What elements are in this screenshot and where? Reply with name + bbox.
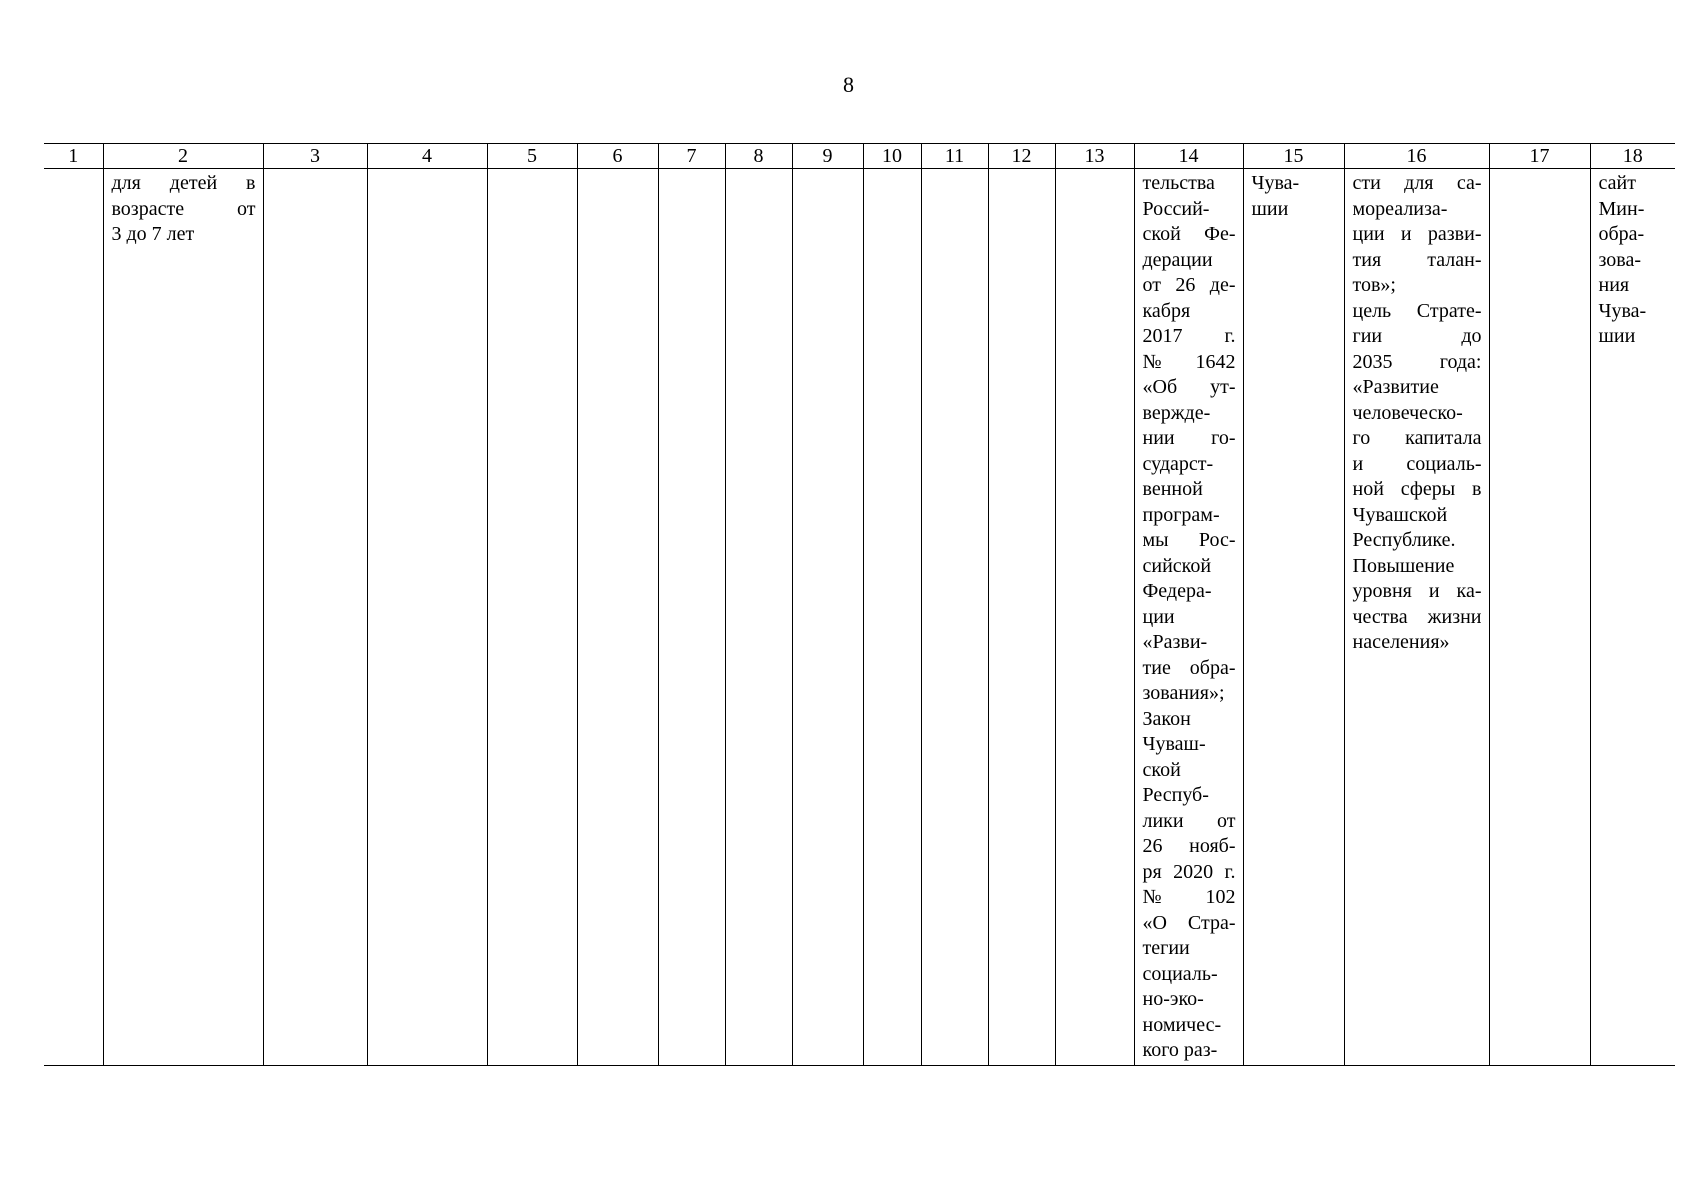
cell-line: Респуб- (1142, 784, 1209, 806)
cell-col-1 (44, 169, 103, 1066)
cell-line: ции и разви- (1352, 223, 1482, 245)
cell-col-3 (263, 169, 367, 1066)
cell-line: социаль- (1142, 962, 1218, 985)
cell-line: но-эко- (1142, 988, 1204, 1010)
cell-col-18 (1590, 169, 1675, 1066)
column-header-14: 14 (1134, 144, 1243, 169)
data-table (44, 143, 1675, 1066)
cell-line: номичес- (1142, 1013, 1222, 1036)
column-header-6: 6 (577, 144, 658, 169)
cell-line: зования»; (1142, 682, 1225, 704)
cell-line: Федера- (1142, 580, 1212, 602)
cell-line: Чува- (1598, 299, 1647, 322)
cell-line: Чувашской (1352, 503, 1448, 526)
header-row (44, 144, 1675, 169)
cell-col-15 (1243, 169, 1344, 1066)
cell-line: «Разви- (1142, 631, 1208, 653)
cell-line: Республике. (1352, 529, 1456, 551)
cell-line: програм- (1142, 503, 1220, 526)
cell-line: «Развитие (1352, 376, 1439, 398)
cell-col-6 (577, 169, 658, 1066)
cell-col-7 (658, 169, 725, 1066)
cell-line: Россий- (1142, 197, 1210, 220)
cell-line: человеческо- (1352, 401, 1463, 424)
cell-line: ции (1142, 605, 1175, 628)
column-header-1: 1 (44, 144, 103, 169)
cell-line: го капитала (1352, 427, 1482, 449)
cell-line: Закон (1142, 707, 1191, 730)
cell-line: мы Рос- (1142, 529, 1236, 551)
cell-line: сайт (1598, 172, 1636, 194)
column-header-10: 10 (863, 144, 921, 169)
cell-line: ря 2020 г. (1142, 860, 1236, 883)
cell-line: вержде- (1142, 401, 1211, 424)
cell-line: кабря (1142, 299, 1191, 322)
cell-line: тегии (1142, 937, 1190, 959)
cell-line: ской Фе- (1142, 223, 1236, 245)
column-header-2: 2 (103, 144, 263, 169)
cell-line: цель Страте- (1352, 299, 1482, 322)
cell-line: 2017 г. (1142, 325, 1236, 347)
cell-line: Чува- (1251, 172, 1300, 194)
cell-col-13 (1055, 169, 1134, 1066)
cell-line: нии го- (1142, 427, 1236, 449)
cell-line: «О Стра- (1142, 911, 1236, 934)
column-header-15: 15 (1243, 144, 1344, 169)
cell-line: № 102 (1142, 886, 1236, 908)
cell-line: лики от (1142, 809, 1236, 832)
cell-line: тов»; (1352, 274, 1396, 296)
cell-line: уровня и ка- (1352, 580, 1482, 602)
cell-col-16 (1344, 169, 1489, 1066)
cell-col-17 (1489, 169, 1590, 1066)
cell-col-14 (1134, 169, 1243, 1066)
cell-col-10 (863, 169, 921, 1066)
column-header-18: 18 (1590, 144, 1675, 169)
column-header-7: 7 (658, 144, 725, 169)
cell-col-9 (792, 169, 863, 1066)
cell-col-2 (103, 169, 263, 1066)
cell-line: Мин- (1598, 197, 1645, 220)
cell-line: дерации (1142, 248, 1213, 271)
cell-line: зова- (1598, 248, 1641, 271)
cell-line: чества жизни (1352, 605, 1482, 628)
cell-line: сийской (1142, 554, 1212, 577)
cell-line: гии до (1352, 325, 1482, 347)
cell-line: возрасте от (111, 197, 256, 220)
column-header-3: 3 (263, 144, 367, 169)
table-row (44, 169, 1675, 1066)
cell-col-11 (921, 169, 988, 1066)
cell-line: шии (1598, 325, 1636, 347)
column-header-16: 16 (1344, 144, 1489, 169)
cell-line: населения» (1352, 631, 1450, 653)
cell-line: № 1642 (1142, 350, 1236, 373)
cell-line: мореализа- (1352, 197, 1448, 220)
cell-col-12 (988, 169, 1055, 1066)
column-header-13: 13 (1055, 144, 1134, 169)
cell-line: тия талан- (1352, 248, 1482, 271)
cell-line: 2035 года: (1352, 350, 1482, 373)
cell-line: ния (1598, 274, 1630, 296)
cell-line: Повышение (1352, 554, 1455, 577)
cell-col-4 (367, 169, 487, 1066)
column-header-17: 17 (1489, 144, 1590, 169)
cell-line: 3 до 7 лет (111, 223, 195, 245)
cell-line: и социаль- (1352, 452, 1482, 475)
column-header-12: 12 (988, 144, 1055, 169)
cell-line: 26 нояб- (1142, 835, 1236, 857)
cell-line: кого раз- (1142, 1039, 1218, 1061)
column-header-9: 9 (792, 144, 863, 169)
cell-line: ской (1142, 758, 1181, 781)
cell-line: «Об ут- (1142, 376, 1236, 398)
column-header-8: 8 (725, 144, 792, 169)
cell-line: сударст- (1142, 452, 1214, 475)
cell-col-8 (725, 169, 792, 1066)
cell-line: сти для са- (1352, 172, 1482, 194)
cell-line: Чуваш- (1142, 733, 1206, 755)
cell-line: тельства (1142, 172, 1215, 194)
column-header-5: 5 (487, 144, 577, 169)
cell-line: шии (1251, 197, 1289, 220)
cell-line: для детей в (111, 172, 256, 194)
page-number: 8 (843, 72, 854, 97)
cell-line: обра- (1598, 223, 1645, 245)
column-header-11: 11 (921, 144, 988, 169)
cell-line: венной (1142, 478, 1203, 500)
column-header-4: 4 (367, 144, 487, 169)
cell-line: ной сферы в (1352, 478, 1482, 500)
cell-col-5 (487, 169, 577, 1066)
cell-line: тие обра- (1142, 656, 1236, 679)
cell-line: от 26 де- (1142, 274, 1236, 296)
